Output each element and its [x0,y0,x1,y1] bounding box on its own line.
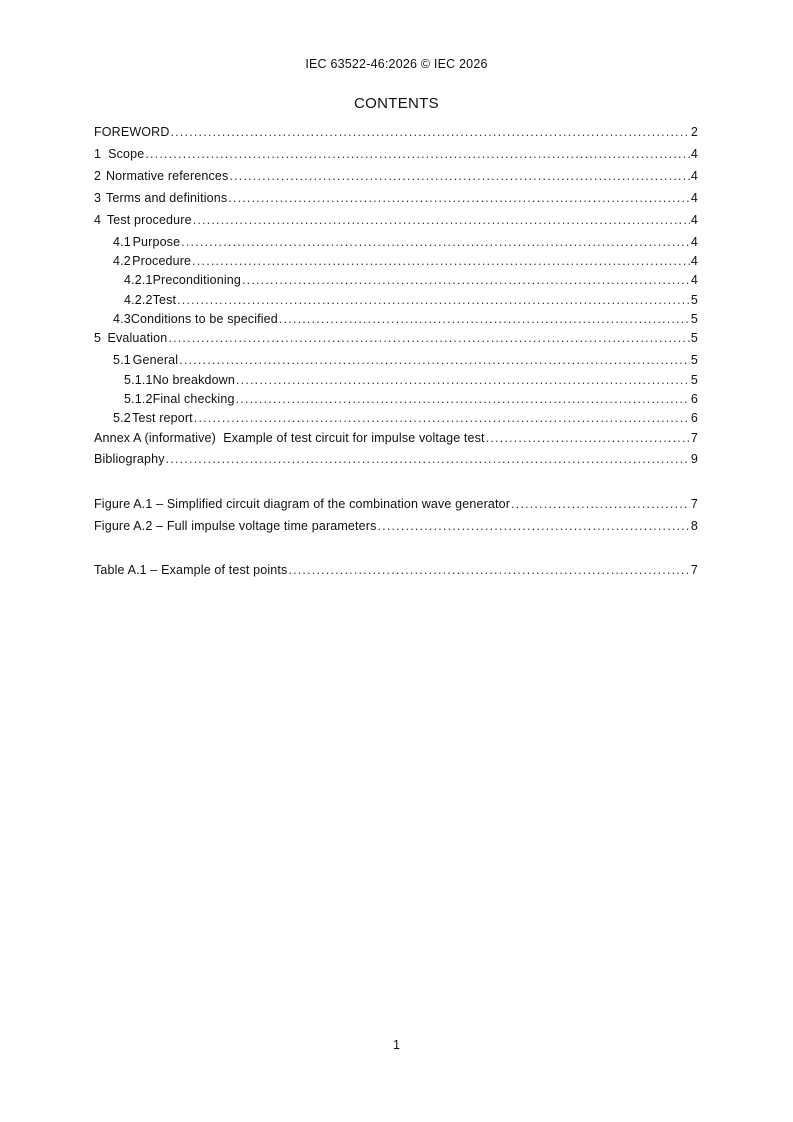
page-number: 1 [393,1038,400,1052]
toc-entry-test-report[interactable] [94,411,698,429]
toc-entry-label: Scope [108,147,145,161]
toc-entry-page: 2 [690,125,698,139]
toc-entry-procedure[interactable] [94,254,698,272]
toc-entry-test[interactable] [94,293,698,311]
toc-entry-page: 5 [690,373,698,387]
dot-leader [168,331,690,345]
toc-entry-number: 1 [94,147,102,161]
table-entry-label: Table A.1 – Example of test points [94,563,288,577]
dot-leader [192,254,690,268]
figure-entry-label: Figure A.2 – Full impulse voltage time parameters [94,519,377,533]
toc-entry-evaluation[interactable] [94,331,698,349]
toc-entry-page: 4 [690,191,698,205]
dot-leader [145,147,690,161]
toc-entry-number: 4.2 [113,254,131,268]
toc-entry-test-procedure[interactable] [94,213,698,231]
toc-entry-label: Preconditioning [152,273,241,287]
dot-leader [486,431,690,445]
toc-entry-page: 5 [690,331,698,345]
dot-leader [279,312,690,326]
toc-entry-label: Test procedure [106,213,192,227]
figure-entry-page: 7 [690,497,698,511]
toc-entry-annex-a[interactable] [94,431,698,449]
toc-entry-label: Final checking [152,392,235,406]
toc-entry-label: General [132,353,179,367]
toc-entry-terms-and-definitions[interactable] [94,191,698,209]
toc-entry-number: 4.2.2 [124,293,153,307]
figure-entry-a1[interactable] [94,497,698,515]
toc-entry-number: 2 [94,169,102,183]
dot-leader [511,497,690,511]
toc-entry-number: 5 [94,331,102,345]
toc-entry-label: Evaluation [107,331,168,345]
dot-leader [193,213,690,227]
toc-entry-label: Test [152,293,177,307]
toc-entry-label: Conditions to be specified [130,312,278,326]
toc-entry-page: 4 [690,235,698,249]
toc-entry-label: Test report [132,411,193,425]
toc-entry-number: 4.1 [113,235,131,249]
figure-entry-a2[interactable] [94,519,698,537]
dot-leader [171,125,690,139]
dot-leader [236,392,690,406]
dot-leader [194,411,690,425]
toc-entry-bibliography[interactable] [94,452,698,470]
toc-entry-normative-references[interactable] [94,169,698,187]
toc-entry-page: 5 [690,312,698,326]
toc-entry-page: 6 [690,392,698,406]
toc-entry-label: Annex A (informative) Example of test circuit for impulse voltage test [94,431,485,445]
toc-entry-number: 5.1.2 [124,392,153,406]
toc-entry-page: 6 [690,411,698,425]
contents-title: CONTENTS [354,95,439,112]
toc-entry-number: 3 [94,191,102,205]
toc-entry-foreword[interactable] [94,125,698,143]
toc-entry-number: 4 [94,213,102,227]
toc-entry-label: Purpose [132,235,181,249]
table-entry-page: 7 [690,563,698,577]
dot-leader [229,169,689,183]
toc-entry-no-breakdown[interactable] [94,373,698,391]
toc-entry-purpose[interactable] [94,235,698,253]
toc-entry-number: 5.2 [113,411,131,425]
toc-entry-final-checking[interactable] [94,392,698,410]
toc-entry-page: 9 [690,452,698,466]
toc-entry-label: Normative references [105,169,229,183]
toc-entry-scope[interactable] [94,147,698,165]
toc-entry-number: 5.1.1 [124,373,153,387]
toc-entry-conditions-to-be-specified[interactable] [94,312,698,330]
dot-leader [181,235,690,249]
toc-entry-number: 5.1 [113,353,131,367]
dot-leader [242,273,690,287]
dot-leader [177,293,690,307]
toc-entry-label: No breakdown [152,373,235,387]
document-header: IEC 63522-46:2026 © IEC 2026 [305,57,488,71]
toc-entry-page: 4 [690,273,698,287]
dot-leader [166,452,690,466]
toc-entry-label: Terms and definitions [105,191,228,205]
dot-leader [179,353,690,367]
toc-entry-page: 5 [690,353,698,367]
dot-leader [228,191,690,205]
toc-entry-general[interactable] [94,353,698,371]
figure-entry-label: Figure A.1 – Simplified circuit diagram of the combination wave generator [94,497,511,511]
dot-leader [288,563,689,577]
toc-entry-label: Procedure [132,254,192,268]
toc-entry-number: 4.3 [113,312,131,326]
dot-leader [236,373,690,387]
toc-entry-label: Bibliography [94,452,165,466]
toc-entry-label: FOREWORD [94,125,170,139]
toc-entry-page: 5 [690,293,698,307]
figure-entry-page: 8 [690,519,698,533]
toc-entry-page: 4 [690,254,698,268]
toc-entry-page: 4 [690,147,698,161]
toc-entry-number: 4.2.1 [124,273,153,287]
toc-entry-page: 7 [690,431,698,445]
dot-leader [377,519,689,533]
table-entry-a1[interactable] [94,563,698,581]
toc-entry-page: 4 [690,169,698,183]
toc-entry-preconditioning[interactable] [94,273,698,291]
toc-entry-page: 4 [690,213,698,227]
